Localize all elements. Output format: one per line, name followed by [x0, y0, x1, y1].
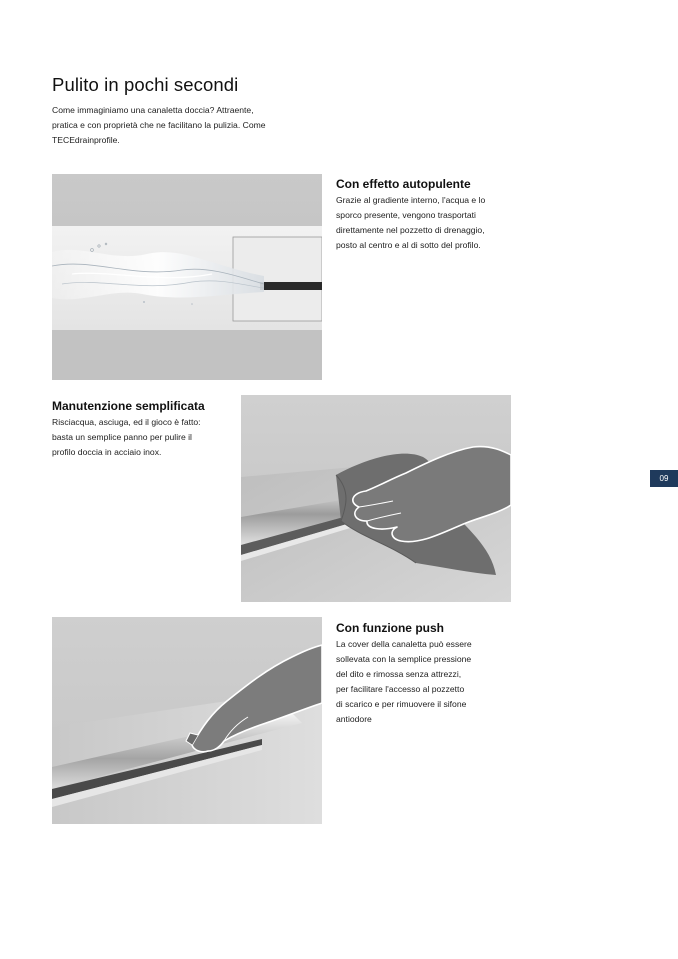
intro-line: Come immaginiamo una canaletta doccia? Attraente,: [52, 105, 254, 115]
section-line: di scarico e per rimuovere il sifone: [336, 699, 467, 709]
push-function-photo: [52, 617, 322, 824]
intro-line: TECEdrainprofile.: [52, 135, 120, 145]
section-line: Risciacqua, asciuga, ed il gioco è fatto:: [52, 417, 201, 427]
section-line: direttamente nel pozzetto di drenaggio,: [336, 225, 485, 235]
page-number-badge: 09: [650, 470, 678, 487]
section-title-push: Con funzione push: [336, 621, 444, 635]
section-line: profilo doccia in acciaio inox.: [52, 447, 162, 457]
section-body-push: [336, 637, 526, 727]
water-flow-photo: [52, 174, 322, 380]
section-line: sollevata con la semplice pressione: [336, 654, 472, 664]
page-title: Pulito in pochi secondi: [52, 74, 239, 95]
intro-line: pratica e con proprietà che ne facilitano la pulizia. Come: [52, 120, 266, 130]
section-line: Grazie al gradiente interno, l'acqua e lo: [336, 195, 486, 205]
section-title-self-cleaning: Con effetto autopulente: [336, 177, 471, 191]
cloth-cleaning-photo: [241, 395, 511, 602]
section-title-maintenance: Manutenzione semplificata: [52, 399, 205, 413]
section-line: posto al centro e al di sotto del profilo.: [336, 240, 481, 250]
section-body-self-cleaning: [336, 193, 536, 253]
section-line: per facilitare l'accesso al pozzetto: [336, 684, 465, 694]
section-line: del dito e rimossa senza attrezzi,: [336, 669, 462, 679]
section-line: antiodore: [336, 714, 372, 724]
intro-paragraph: [52, 103, 322, 148]
section-line: sporco presente, vengono trasportati: [336, 210, 476, 220]
section-line: La cover della canaletta può essere: [336, 639, 472, 649]
section-body-maintenance: [52, 415, 237, 460]
section-line: basta un semplice panno per pulire il: [52, 432, 192, 442]
